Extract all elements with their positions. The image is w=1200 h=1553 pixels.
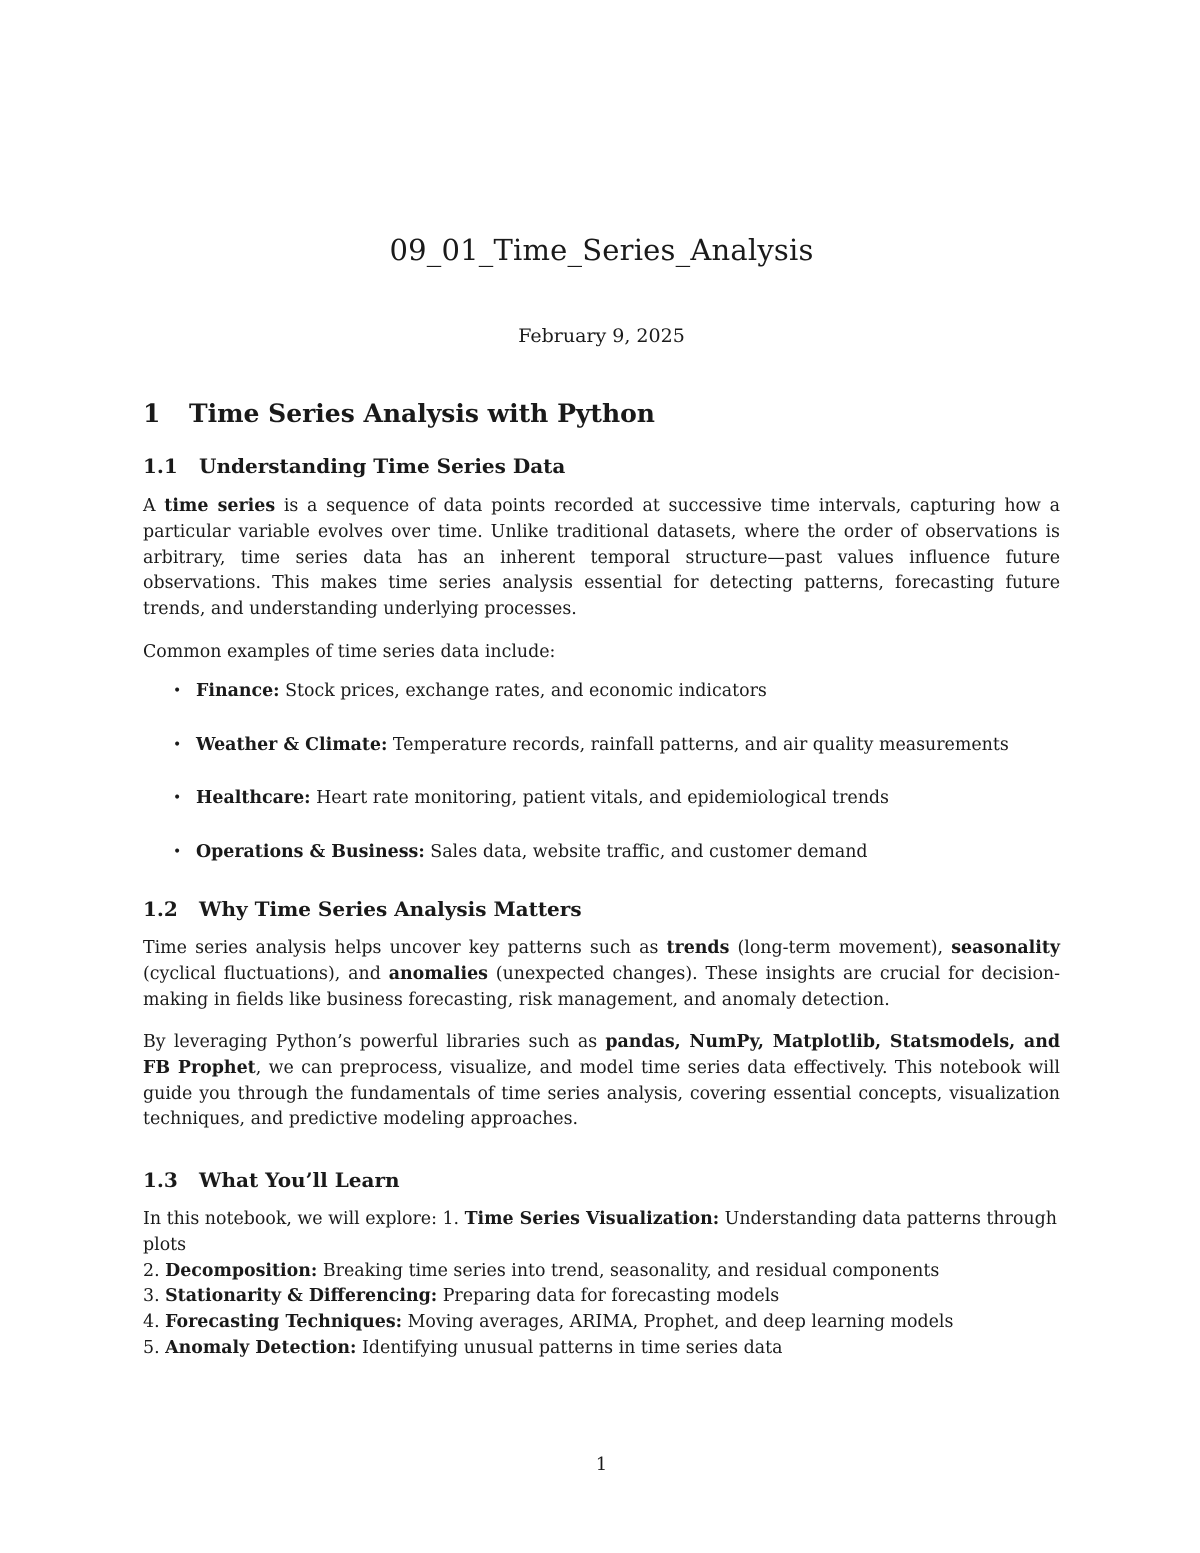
subsection-title: Why Time Series Analysis Matters — [199, 897, 582, 921]
page-number: 1 — [595, 1454, 608, 1475]
paragraph-why-matters: Time series analysis helps uncover key patterns such as trends (long-term movement), seasonality (cyclical fluctuations), and anomalies (unexpected changes). These insights are crucial for decision-making in fields like business forecasting, risk management, and anomaly detection. — [143, 938, 1060, 1010]
bullet-icon: • — [173, 683, 182, 699]
subsection-number: 1.2 — [143, 897, 178, 921]
subsection-number: 1.3 — [143, 1168, 178, 1192]
learning-list: In this notebook, we will explore: 1. Time Series Visualization: Understanding data patterns through plots 2. Decomposition: Breaking time series into trend, seasonality, and residual components 3. Stationarity & Differencing: Preparing data for forecasting models 4. Forecasting Techniques: Moving averages, ARIMA, Prophet, and deep learning models 5. Anomaly Detection: Identifying unusual patterns in time series data — [143, 1209, 1057, 1358]
bold-term: time series — [164, 496, 276, 516]
paragraph-time-series-definition: A time series is a sequence of data points recorded at successive time intervals, capturing how a particular variable evolves over time. Unlike traditional datasets, where the order of observations is arbitrary, time series data has an inherent temporal structure—past values influence future observations. This makes time series analysis essential for detecting patterns, forecasting future trends, and understanding underlying processes. — [143, 496, 1060, 620]
bullet-icon: • — [173, 790, 182, 806]
subsection-heading-1-1 — [143, 452, 565, 480]
subsection-number: 1.1 — [143, 454, 178, 478]
section-title: Time Series Analysis with Python — [189, 399, 655, 428]
bullet-icon: • — [173, 843, 182, 860]
list-item: • Operations & Business: Sales data, website traffic, and customer demand — [143, 839, 1060, 893]
paragraph-examples-intro: Common examples of time series data include: — [143, 642, 556, 662]
paragraph-python-libraries: By leveraging Python’s powerful libraries such as pandas, NumPy, Matplotlib, Statsmodels, and FB Prophet, we can preprocess, visualize, and model time series data effectively. This notebook will guide you through the fundamentals of time series analysis, covering essential concepts, visualization techniques, and predictive modeling approaches. — [143, 1032, 1060, 1130]
subsection-title: Understanding Time Series Data — [199, 454, 566, 478]
subsection-heading-1-2 — [143, 895, 582, 923]
section-number: 1 — [143, 399, 161, 428]
list-item: • Weather & Climate: Temperature records, rainfall patterns, and air quality measurements — [143, 732, 1060, 786]
section-heading-1 — [143, 398, 655, 430]
subsection-title: What You’ll Learn — [199, 1168, 400, 1192]
list-item: • Finance: Stock prices, exchange rates, and economic indicators — [143, 678, 1060, 732]
document-title: 09_01_Time_Series_Analysis — [389, 233, 814, 267]
subsection-heading-1-3 — [143, 1166, 400, 1194]
examples-list — [143, 678, 1060, 892]
document-date: February 9, 2025 — [518, 325, 685, 347]
list-item: • Healthcare: Heart rate monitoring, patient vitals, and epidemiological trends — [143, 785, 1060, 839]
bullet-icon: • — [173, 736, 182, 753]
